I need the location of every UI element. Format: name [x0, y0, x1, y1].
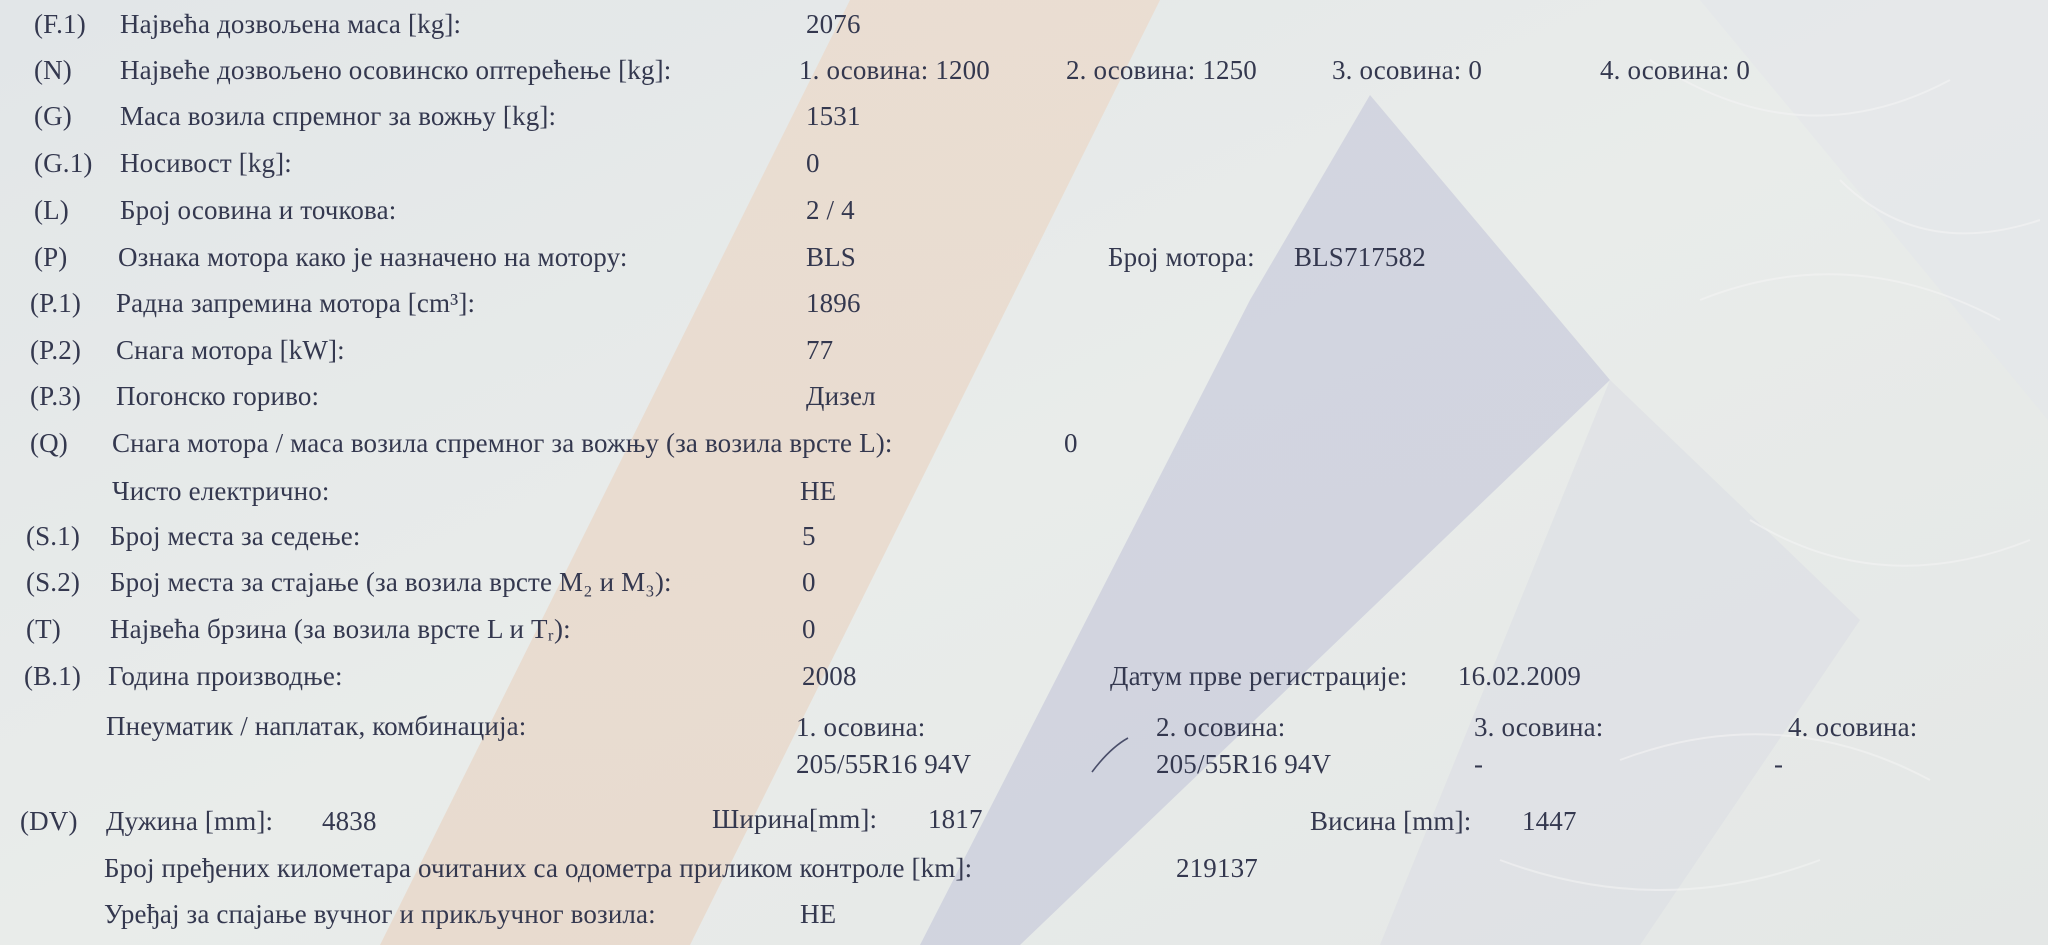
value-engine-power: 77	[806, 335, 834, 365]
label-coupling-device: Уређај за спајање вучног и прикључног возила:	[104, 899, 656, 929]
label-tyre-axle3: 3. осовина:	[1474, 712, 1604, 742]
value-tyre-axle2: 205/55R16 94V	[1156, 749, 1332, 779]
label-seating-capacity: Број места за седење:	[110, 521, 361, 551]
code-p2: (P.2)	[30, 335, 82, 365]
value-seating-capacity: 5	[802, 521, 816, 551]
value-coupling-device: НЕ	[800, 899, 837, 929]
label-pure-electric: Чисто електрично:	[112, 476, 330, 506]
code-dv: (DV)	[20, 806, 78, 836]
label-tyre-axle2: 2. осовина:	[1156, 712, 1286, 742]
label-tyre-rim-combination: Пнеуматик / наплатак, комбинација:	[106, 711, 527, 741]
label-max-permissible-mass: Највећа дозвољена маса [kg]:	[120, 9, 462, 39]
label-engine-capacity: Радна запремина мотора [cm³]:	[116, 288, 476, 318]
value-power-to-mass-ratio: 0	[1064, 428, 1078, 458]
label-engine-number: Број мотора:	[1108, 242, 1255, 272]
value-length: 4838	[322, 806, 377, 836]
label-first-registration: Датум прве регистрације:	[1110, 661, 1408, 691]
code-p: (P)	[34, 242, 68, 272]
label-max-speed: Највећа брзина (за возила врсте L и Tᵣ):	[110, 614, 571, 644]
value-engine-capacity: 1896	[806, 288, 861, 318]
code-b1: (B.1)	[24, 661, 81, 691]
code-g1: (G.1)	[34, 148, 93, 178]
label-axles-and-wheels: Број осовина и точкова:	[120, 195, 397, 225]
value-fuel-type: Дизел	[806, 381, 876, 411]
label-power-to-mass-ratio: Снага мотора / маса возила спремног за вожњу (за возила врсте L):	[112, 428, 893, 458]
value-engine-number: BLS717582	[1294, 242, 1426, 272]
code-p3: (P.3)	[30, 381, 82, 411]
label-tyre-axle1: 1. осовина:	[796, 712, 926, 742]
label-engine-power: Снага мотора [kW]:	[116, 335, 345, 365]
code-p1: (P.1)	[30, 288, 82, 318]
label-max-axle-load: Највеће дозвољено осовинско оптерећење [kg]:	[120, 55, 672, 85]
value-axle3-load: 3. осовина: 0	[1332, 55, 1482, 85]
value-first-registration: 16.02.2009	[1458, 661, 1581, 691]
value-axle2-load: 2. осовина: 1250	[1066, 55, 1257, 85]
value-mass-in-running-order: 1531	[806, 101, 861, 131]
label-engine-code: Ознака мотора како је назначено на мотору:	[118, 242, 628, 272]
value-tyre-axle4: -	[1774, 749, 1784, 779]
label-year-of-manufacture: Година производње:	[108, 661, 343, 691]
value-tyre-axle3: -	[1474, 749, 1484, 779]
value-pure-electric: НЕ	[800, 476, 837, 506]
code-t: (T)	[26, 614, 61, 644]
value-height: 1447	[1522, 806, 1577, 836]
code-l: (L)	[34, 195, 69, 225]
value-max-permissible-mass: 2076	[806, 9, 861, 39]
value-width: 1817	[928, 804, 983, 834]
label-odometer: Број пређених километара очитаних са одометра приликом контроле [km]:	[104, 853, 973, 883]
code-s1: (S.1)	[26, 521, 80, 551]
value-tyre-axle1: 205/55R16 94V	[796, 749, 972, 779]
code-n: (N)	[34, 55, 72, 85]
value-odometer: 219137	[1176, 853, 1258, 883]
value-engine-code: BLS	[806, 242, 856, 272]
label-fuel-type: Погонско гориво:	[116, 381, 320, 411]
label-payload: Носивост [kg]:	[120, 148, 292, 178]
label-height: Висина [mm]:	[1310, 806, 1472, 836]
code-f1: (F.1)	[34, 9, 86, 39]
code-g: (G)	[34, 101, 72, 131]
code-s2: (S.2)	[26, 567, 80, 597]
code-q: (Q)	[30, 428, 68, 458]
value-max-speed: 0	[802, 614, 816, 644]
value-axle1-load: 1. осовина: 1200	[799, 55, 990, 85]
value-payload: 0	[806, 148, 820, 178]
value-standing-capacity: 0	[802, 567, 816, 597]
label-width: Ширина[mm]:	[712, 804, 878, 834]
value-axles-and-wheels: 2 / 4	[806, 195, 855, 225]
label-standing-capacity: Број места за стајање (за возила врсте M₂ и M₃):	[110, 567, 672, 597]
label-length: Дужина [mm]:	[106, 806, 274, 836]
label-mass-in-running-order: Маса возила спремног за вожњу [kg]:	[120, 101, 557, 131]
label-tyre-axle4: 4. осовина:	[1788, 712, 1918, 742]
value-axle4-load: 4. осовина: 0	[1600, 55, 1750, 85]
value-year-of-manufacture: 2008	[802, 661, 857, 691]
